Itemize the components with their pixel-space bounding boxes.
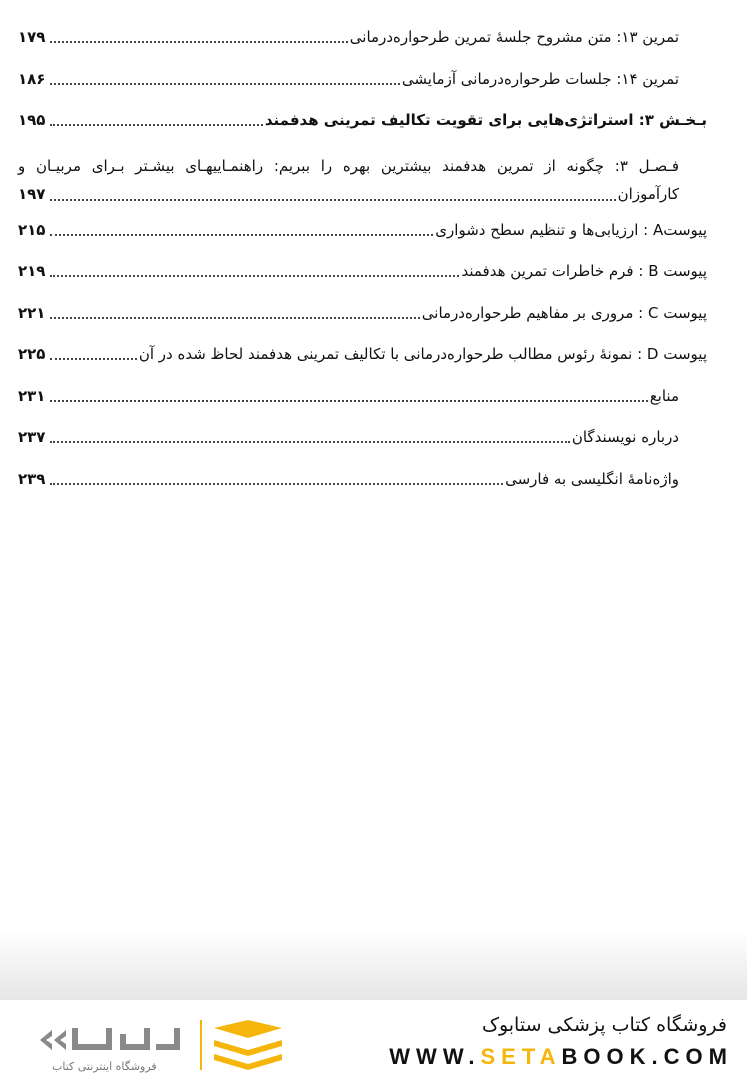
toc-entry-page: ۲۳۷ <box>18 428 46 446</box>
toc-leader-dots <box>50 400 648 402</box>
toc-entry-title: پیوست D : نمونهٔ رئوس مطالب طرحواره‌درمانی با تکالیف تمرینی هدفمند لحاظ شده در آن <box>138 345 707 363</box>
toc-leader-dots <box>50 83 400 85</box>
toc-entry-title: تمرین ۱۴: جلسات طرحواره‌درمانی آزمایشی <box>401 69 679 88</box>
toc-entry-title: منابع <box>649 386 679 405</box>
store-url[interactable] <box>389 1044 733 1070</box>
toc-entry-page: ۲۲۵ <box>18 345 46 363</box>
toc-leader-dots <box>50 124 263 126</box>
footer-banner <box>0 1000 747 1080</box>
toc-entry[interactable] <box>18 68 707 90</box>
table-of-contents <box>18 26 707 509</box>
toc-leader-dots <box>50 41 348 43</box>
toc-appendix-entry[interactable] <box>18 260 707 282</box>
toc-appendix-entry[interactable] <box>18 302 707 324</box>
footer-shadow <box>0 930 747 1000</box>
toc-leader-dots <box>50 441 570 443</box>
toc-entry-title: درباره نویسندگان <box>571 428 679 446</box>
toc-appendix-entry[interactable] <box>18 343 707 365</box>
toc-leader-dots <box>50 483 503 485</box>
book-stack-icon <box>210 1018 286 1074</box>
toc-leader-dots <box>50 275 459 277</box>
toc-section-entry[interactable] <box>18 109 707 131</box>
toc-entry-title: پیوست C : مروری بر مفاهیم طرحواره‌درمانی <box>421 303 707 322</box>
toc-entry-page: ۱۹۷ <box>18 184 46 203</box>
toc-entry-title: واژه‌نامهٔ انگلیسی به فارسی <box>505 469 679 488</box>
toc-entry-title: بـخـش ۳: استراتژی‌هایی برای تقویت تکالیف تمرینی هدفمند <box>264 111 707 129</box>
toc-entry-page: ۲۱۵ <box>18 220 46 239</box>
logo-subtitle: فروشگاه اینترنتی کتاب <box>52 1060 157 1073</box>
toc-entry-page: ۲۳۱ <box>18 386 46 405</box>
toc-entry[interactable] <box>18 468 707 490</box>
toc-entry[interactable] <box>18 426 707 448</box>
store-name: فروشگاه کتاب پزشکی ستابوک <box>481 1014 727 1036</box>
toc-entry[interactable] <box>18 385 707 407</box>
toc-leader-dots <box>50 234 433 236</box>
url-suffix: BOOK.COM <box>561 1044 733 1069</box>
toc-entry-title: پیوست B : فرم خاطرات تمرین هدفمند <box>461 262 707 280</box>
toc-entry-title: فـصـل ۳: چگونه از تمرین هدفمند بیشترین بهره را ببریم: راهنمـاییهـای بیشـتر بـرای مربیـان و <box>18 156 679 175</box>
toc-entry-page: ۲۲۱ <box>18 303 46 322</box>
toc-entry-page: ۲۱۹ <box>18 262 46 280</box>
toc-entry-page: ۱۷۹ <box>18 28 46 46</box>
toc-entry-page: ۱۸۶ <box>18 69 46 88</box>
toc-leader-dots <box>50 199 616 201</box>
url-prefix: WWW. <box>389 1044 481 1069</box>
toc-entry-title: تمرین ۱۳: متن مشروح جلسهٔ تمرین طرحواره‌درمانی <box>349 28 679 46</box>
logo-separator <box>200 1020 202 1070</box>
toc-entry-title: پیوستA : ارزیابی‌ها و تنظیم سطح دشواری <box>435 220 707 239</box>
toc-leader-dots <box>50 317 420 319</box>
toc-chapter-entry[interactable] <box>18 151 707 207</box>
url-accent: SETA <box>480 1044 562 1069</box>
toc-entry-page: ۱۹۵ <box>18 111 46 129</box>
toc-entry-line2 <box>18 181 679 207</box>
toc-appendix-entry[interactable] <box>18 219 707 241</box>
toc-leader-dots <box>50 358 137 360</box>
toc-entry-page: ۲۳۹ <box>18 469 46 488</box>
setabook-logo-icon <box>36 1020 186 1060</box>
toc-entry-title-continued: کارآموزان <box>617 184 679 203</box>
toc-entry[interactable] <box>18 26 707 48</box>
